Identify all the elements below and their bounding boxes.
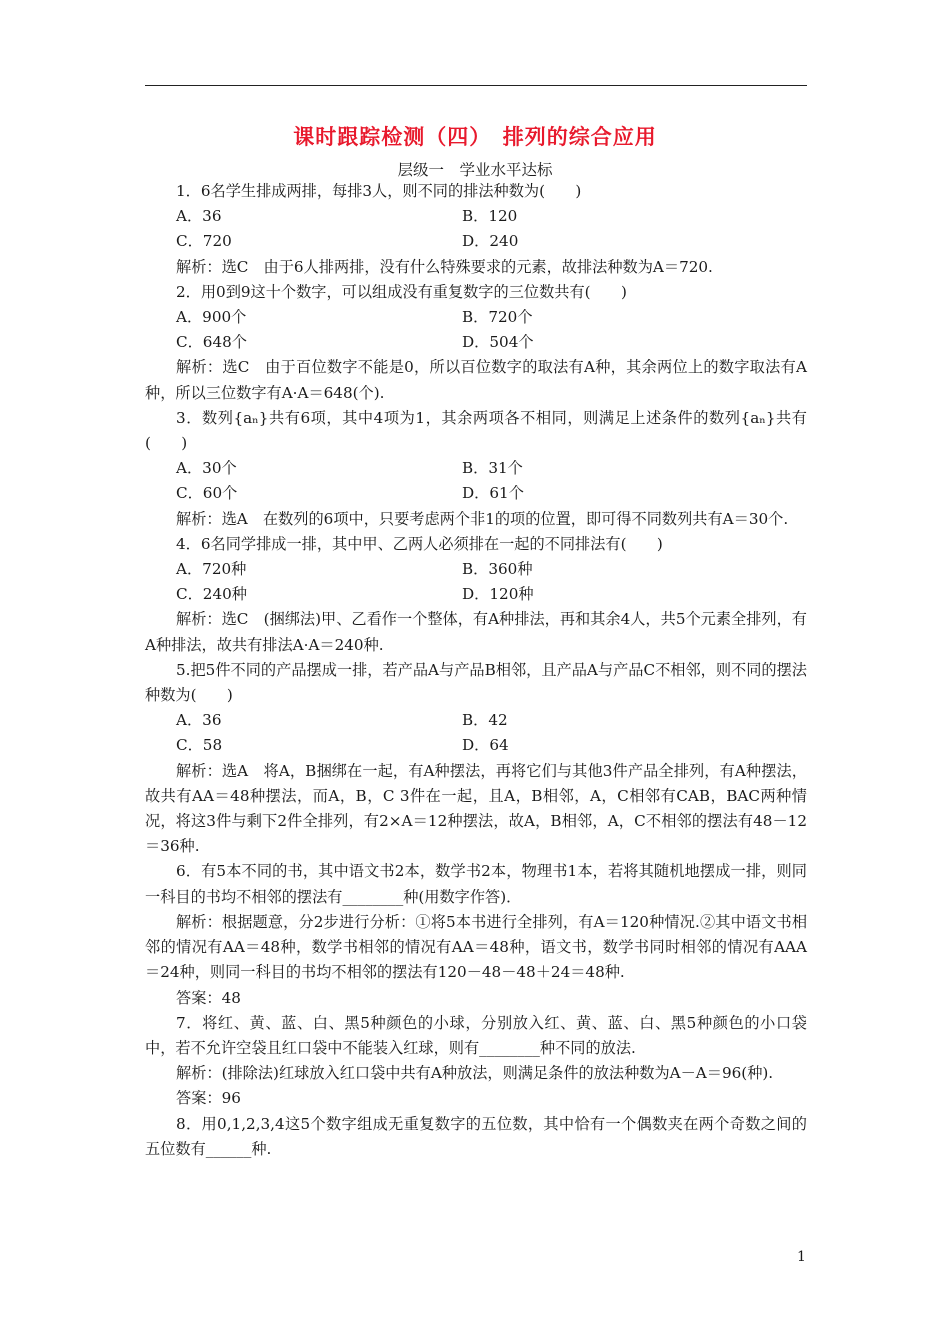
question-4-analysis: 解析：选C (捆绑法)甲、乙看作一个整体，有A种排法，再和其余4人，共5个元素全排列，有A种排法，故共有排法A·A＝240种. — [145, 610, 807, 654]
question-3-options-row-1 — [145, 456, 807, 481]
option-c: C．60个 — [176, 484, 238, 503]
section-subtitle: 层级一 学业水平达标 — [397, 161, 553, 179]
question-5-options-row-1 — [145, 708, 807, 733]
question-5-options-row-2 — [145, 733, 807, 758]
question-7-stem: 7．将红、黄、蓝、白、黑5种颜色的小球，分别放入红、黄、蓝、白、黑5种颜色的小口袋中，若不允许空袋且红口袋中不能装入红球，则有________种不同的放法. — [145, 1013, 807, 1057]
question-2-stem: 2．用0到9这十个数字，可以组成没有重复数字的三位数共有( ) — [176, 282, 627, 301]
question-4-options-row-2 — [145, 582, 807, 607]
option-b: B．360种 — [462, 560, 533, 579]
question-1-stem: 1．6名学生排成两排，每排3人，则不同的排法种数为( ) — [176, 182, 582, 200]
option-c: C．58 — [176, 736, 223, 755]
question-5-stem: 5.把5件不同的产品摆成一排，若产品A与产品B相邻，且产品A与产品C不相邻，则不同的摆法种数为( ) — [145, 660, 807, 705]
page-number: 1 — [797, 1249, 806, 1265]
question-4-options-row-1 — [145, 557, 807, 582]
option-a: A．36 — [176, 207, 222, 226]
question-8-stem: 8．用0,1,2,3,4这5个数字组成无重复数字的五位数，其中恰有一个偶数夹在两个奇数之间的五位数有______种. — [145, 1114, 807, 1158]
question-3-analysis: 解析：选A 在数列的6项中，只要考虑两个非1的项的位置，即可得不同数列共有A＝30个. — [176, 509, 789, 528]
option-b: B．42 — [462, 711, 508, 730]
question-5-analysis: 解析：选A 将A，B捆绑在一起，有A种摆法，再将它们与其他3件产品全排列，有A种摆法，故共有AA＝48种摆法，而A，B，C 3件在一起，且A，B相邻，A，C相邻有CAB，BAC两种情况，将这3件与剩下2件全排列，有2×A＝12种摆法，故A，B相邻，A，C不相邻的摆法有48－12＝36种. — [145, 761, 807, 856]
option-a: A．720种 — [176, 560, 247, 579]
option-b: B．120 — [462, 207, 518, 226]
question-3-stem: 3．数列{aₙ}共有6项，其中4项为1，其余两项各不相同，则满足上述条件的数列{aₙ}共有( ) — [145, 408, 807, 453]
question-2-options-row-2 — [145, 330, 807, 355]
header-rule — [145, 85, 807, 86]
question-1-options-row-2 — [145, 229, 807, 254]
option-a: A．30个 — [176, 459, 237, 478]
question-4-stem: 4．6名同学排成一排，其中甲、乙两人必须排在一起的不同排法有( ) — [176, 534, 663, 553]
question-6-analysis: 解析：根据题意，分2步进行分析：①将5本书进行全排列，有A＝120种情况.②其中语文书相邻的情况有AA＝48种，数学书相邻的情况有AA＝48种，语文书，数学书同时相邻的情况有AAA＝24种，则同一科目的书均不相邻的摆法有120－48－48＋24＝48种. — [145, 912, 807, 982]
option-a: A．900个 — [176, 308, 247, 327]
option-d: D．61个 — [462, 484, 524, 503]
question-1-analysis: 解析：选C 由于6人排两排，没有什么特殊要求的元素，故排法种数为A＝720. — [176, 257, 713, 276]
question-3-options-row-2 — [145, 481, 807, 506]
question-2-analysis: 解析：选C 由于百位数字不能是0，所以百位数字的取法有A种，其余两位上的数字取法有A种，所以三位数字有A·A＝648(个). — [145, 358, 807, 402]
question-6-stem: 6．有5本不同的书，其中语文书2本，数学书2本，物理书1本，若将其随机地摆成一排，则同一科目的书均不相邻的摆法有________种(用数字作答)． — [145, 862, 807, 906]
document-body — [145, 179, 807, 1162]
question-6-answer: 答案：48 — [176, 988, 241, 1007]
option-c: C．240种 — [176, 585, 247, 604]
question-2-options-row-1 — [145, 305, 807, 330]
question-7-answer: 答案：96 — [176, 1089, 241, 1108]
option-c: C．720 — [176, 232, 232, 251]
option-d: D．240 — [462, 232, 519, 251]
option-b: B．720个 — [462, 308, 533, 327]
option-d: D．120种 — [462, 585, 534, 604]
option-d: D．504个 — [462, 333, 534, 352]
option-a: A．36 — [176, 711, 222, 730]
option-d: D．64 — [462, 736, 509, 755]
option-c: C．648个 — [176, 333, 247, 352]
page-title: 课时跟踪检测（四） 排列的综合应用 — [293, 125, 657, 149]
option-b: B．31个 — [462, 459, 523, 478]
question-1-options-row-1 — [145, 204, 807, 229]
question-7-analysis: 解析：(排除法)红球放入红口袋中共有A种放法，则满足条件的放法种数为A－A＝96(种). — [176, 1064, 774, 1083]
